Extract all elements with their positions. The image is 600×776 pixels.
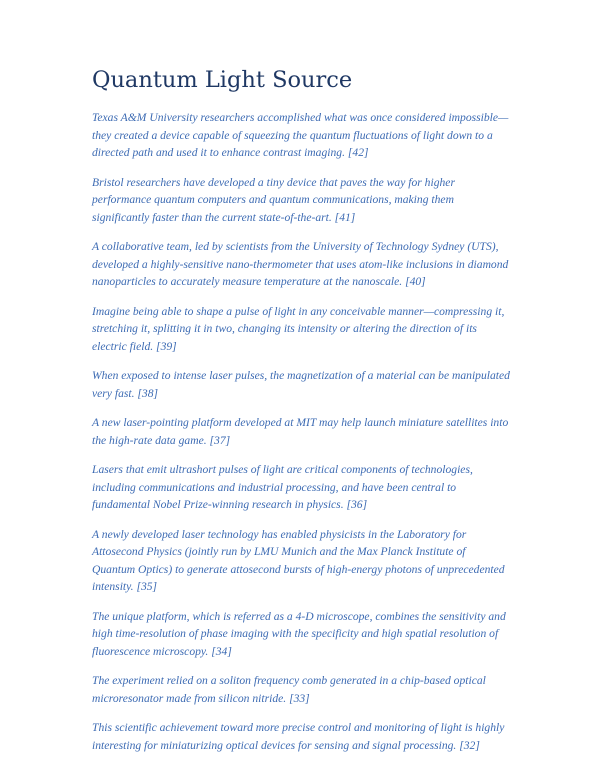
summary-link[interactable]: A collaborative team, led by scientists from the University of Technology Sydney (UTS), developed a highly-sensitive nano-thermometer that uses atom-like inclusions in diamond nanoparticles to accurately measure temperature at the nanoscale. [40]	[92, 240, 509, 288]
summary-entry[interactable]	[92, 461, 510, 514]
summary-link[interactable]: When exposed to intense laser pulses, the magnetization of a material can be manipulated very fast. [38]	[92, 369, 510, 400]
summary-entry[interactable]	[92, 414, 510, 449]
summary-entry[interactable]	[92, 174, 510, 227]
summary-entry[interactable]	[92, 719, 510, 754]
summary-link[interactable]: Bristol researchers have developed a tiny device that paves the way for higher performance quantum computers and quantum communications, making them significantly faster than the current state-of-the-art. [41]	[92, 175, 455, 224]
summary-entry[interactable]	[92, 672, 510, 707]
summary-link[interactable]: A new laser-pointing platform developed at MIT may help launch miniature satellites into the high-rate data game. [37]	[92, 416, 509, 447]
summary-entry[interactable]	[92, 238, 510, 291]
summary-link[interactable]: Texas A&M University researchers accomplished what was once considered impossible—they created a device capable of squeezing the quantum fluctuations of light down to a directed path and used it to enhance contrast imaging. [42]	[92, 111, 509, 159]
summary-entry[interactable]	[92, 109, 510, 162]
summary-entry[interactable]	[92, 608, 510, 661]
summary-link[interactable]: This scientific achievement toward more precise control and monitoring of light is highly interesting for miniaturizing optical devices for sensing and signal processing. [32]	[92, 721, 505, 752]
summary-link[interactable]: The experiment relied on a soliton frequency comb generated in a chip-based optical microresonator made from silicon nitride. [33]	[92, 674, 486, 705]
summary-link[interactable]: Imagine being able to shape a pulse of light in any conceivable manner—compressing it, stretching it, splitting it in two, changing its intensity or altering the direction of its electric field. [39]	[92, 304, 505, 353]
summary-link[interactable]: A newly developed laser technology has enabled physicists in the Laboratory for Attosecond Physics (jointly run by LMU Munich and the Max Planck Institute of Quantum Optics) to generate attosecond bursts of high-energy photons of unprecedented intensity. [35]	[92, 527, 505, 593]
summary-link[interactable]: Lasers that emit ultrashort pulses of light are critical components of technologies, including communications and industrial processing, and have been central to fundamental Nobel Prize-winning research in physics. [36]	[92, 463, 473, 511]
summary-entry[interactable]	[92, 526, 510, 596]
summary-entry[interactable]	[92, 367, 510, 402]
document-title: Quantum Light Source	[92, 67, 353, 93]
summary-entry[interactable]	[92, 303, 510, 356]
summary-link[interactable]: The unique platform, which is referred as a 4-D microscope, combines the sensitivity and high time-resolution of phase imaging with the specificity and high spatial resolution of fluorescence microscopy. [34]	[92, 609, 506, 658]
summary-list	[92, 109, 510, 766]
